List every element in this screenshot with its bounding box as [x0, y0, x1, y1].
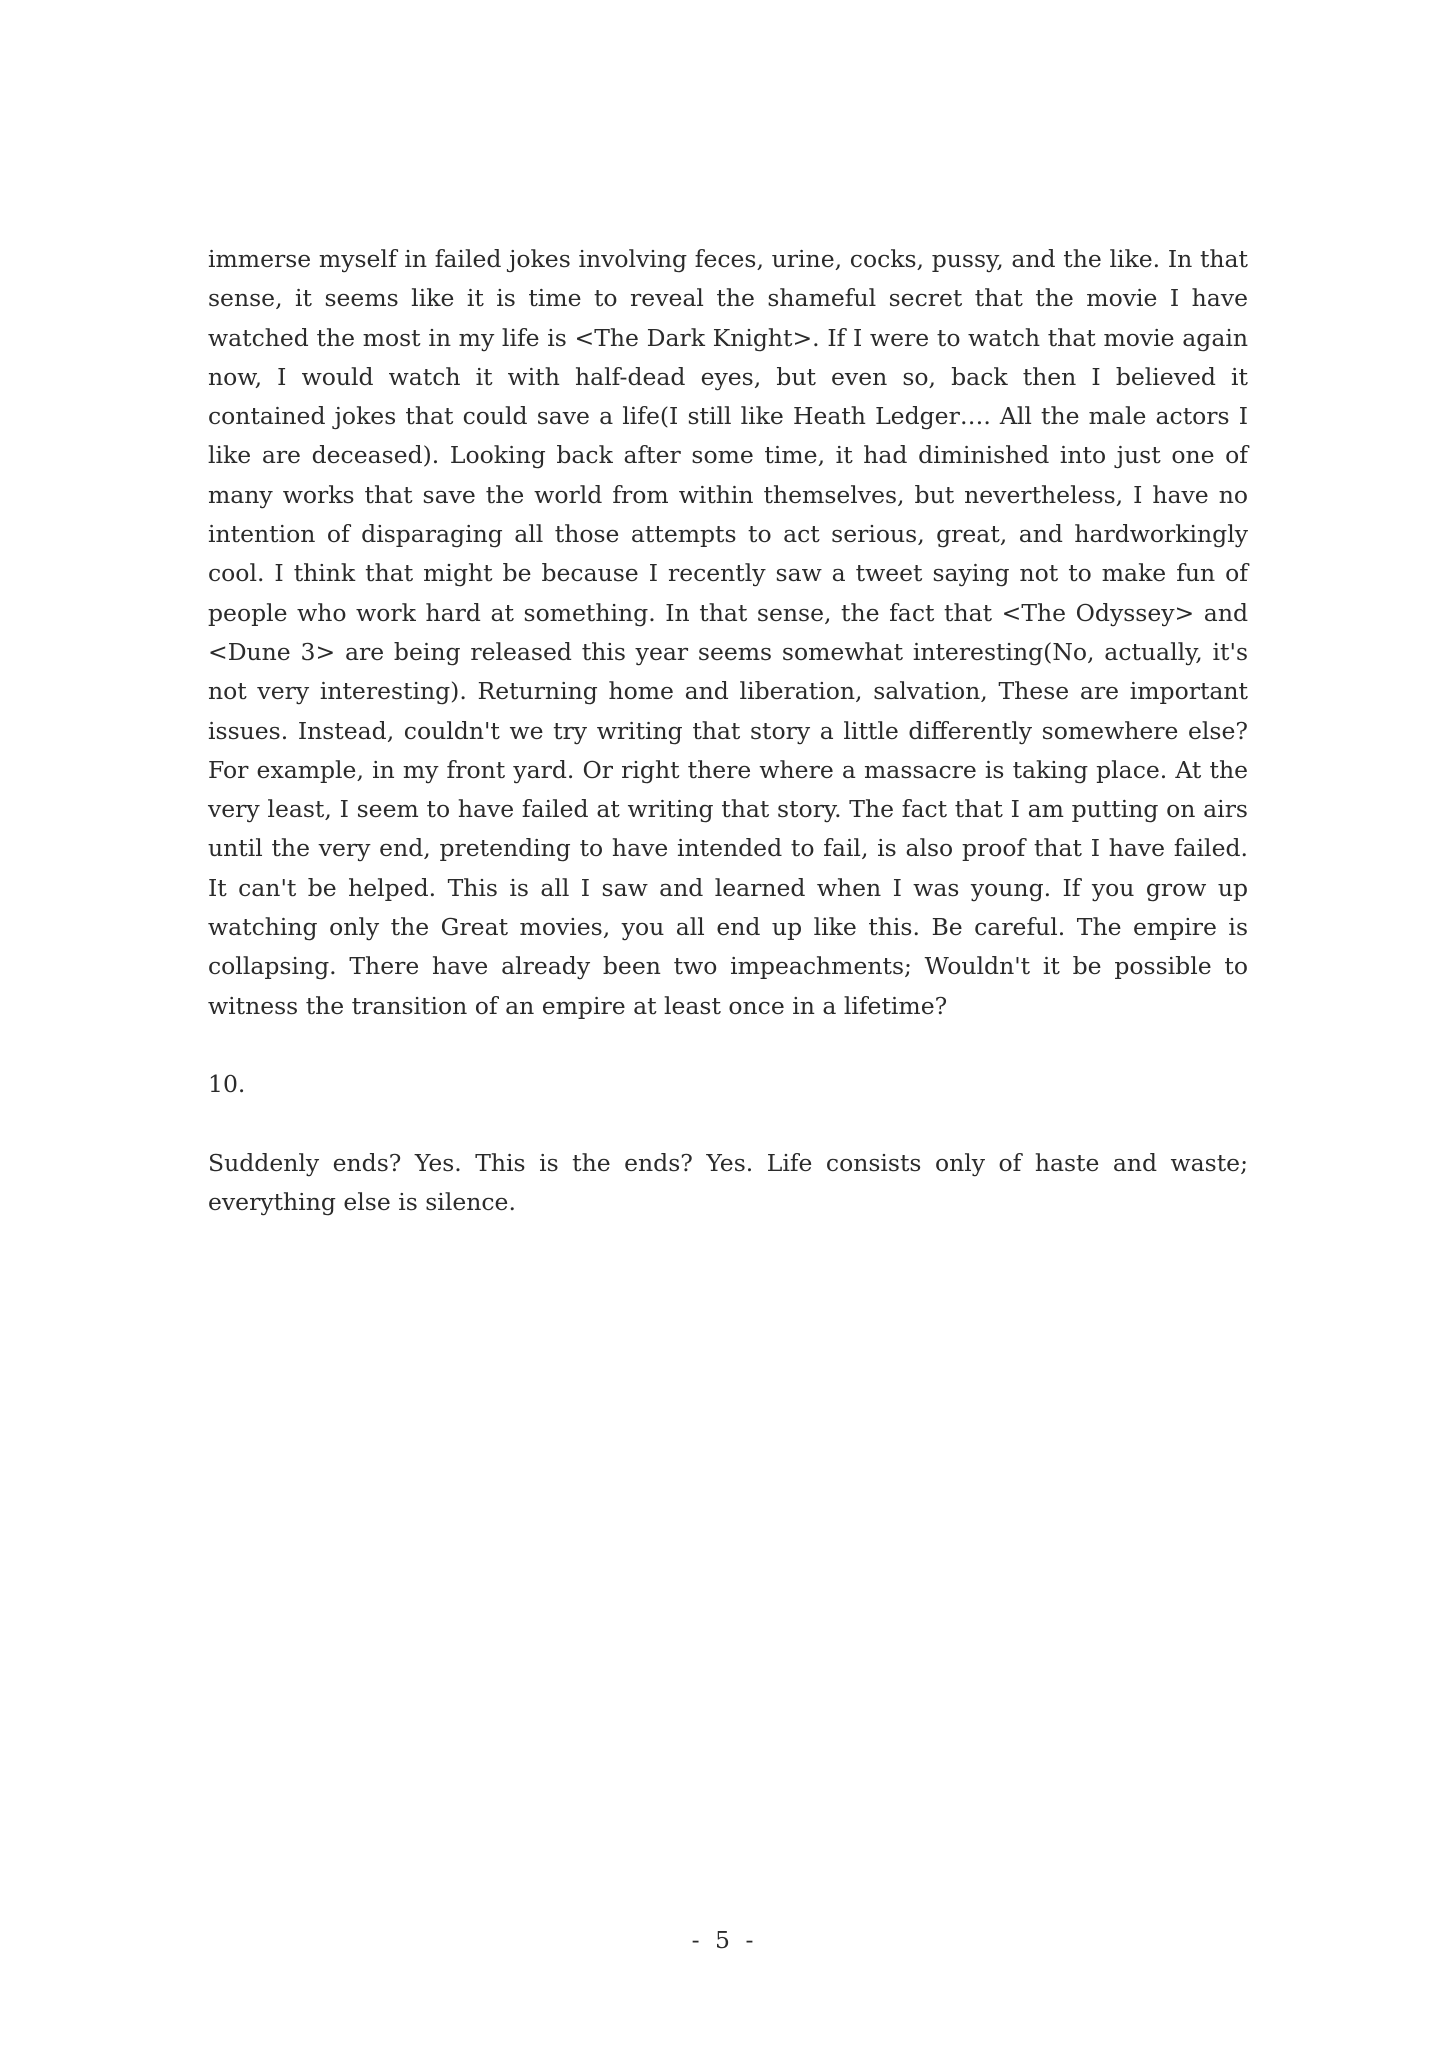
closing-paragraph: Suddenly ends? Yes. This is the ends? Yes. Life consists only of haste and waste; everything else is silence.	[208, 1148, 1248, 1217]
body-paragraph: immerse myself in failed jokes involving feces, urine, cocks, pussy, and the like. In that sense, it seems like it is time to reveal the shameful secret that the movie I have watched the most in my life is <The Dark Knight>. If I were to watch that movie again now, I would watch it with half-dead eyes, but even so, back then I believed it contained jokes that could save a life(I still like Heath Ledger…. All the male actors I like are deceased). Looking back after some time, it had diminished into just one of many works that save the world from within themselves, but nevertheless, I have no intention of disparaging all those attempts to act serious, great, and hardworkingly cool. I think that might be because I recently saw a tweet saying not to make fun of people who work hard at something. In that sense, the fact that <The Odyssey> and <Dune 3> are being released this year seems somewhat interesting(No, actually, it's not very interesting). Returning home and liberation, salvation, These are important issues. Instead, couldn't we try writing that story a little differently somewhere else? For example, in my front yard. Or right there where a massacre is taking place. At the very least, I seem to have failed at writing that story. The fact that I am putting on airs until the very end, pretending to have intended to fail, is also proof that I have failed. It can't be helped. This is all I saw and learned when I was young. If you grow up watching only the Great movies, you all end up like this. Be careful. The empire is collapsing. There have already been two impeachments; Wouldn't it be possible to witness the transition of an empire at least once in a lifetime?	[208, 245, 1248, 1020]
section-number: 10.	[208, 1070, 246, 1099]
body-text-block	[208, 240, 1248, 1222]
page-number: - 5 -	[691, 1926, 758, 1954]
